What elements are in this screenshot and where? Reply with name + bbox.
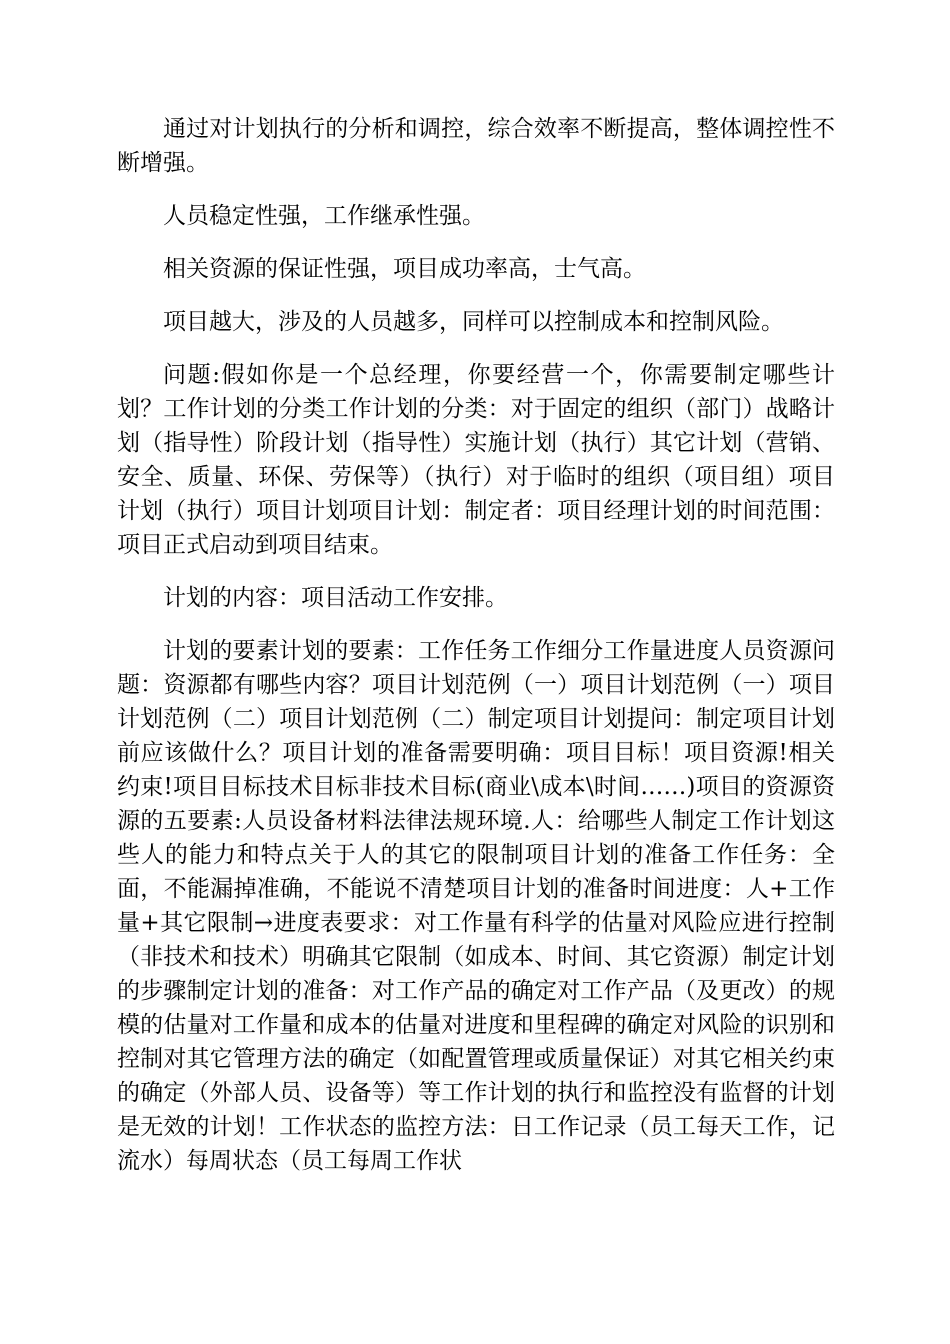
document-body [117, 112, 835, 1178]
paragraph-plan-classification: 问题:假如你是一个总经理，你要经营一个，你需要制定哪些计划？工作计划的分类工作计划的分类：对于固定的组织（部门）战略计划（指导性）阶段计划（指导性）实施计划（执行）其它计划（营销、安全、质量、环保、劳保等）（执行）对于临时的组织（项目组）项目计划（执行）项目计划项目计划：制定者：项目经理计划的时间范围：项目正式启动到项目结束。 [117, 362, 835, 558]
paragraph-project-scale: 项目越大，涉及的人员越多，同样可以控制成本和控制风险。 [163, 309, 784, 335]
paragraph-resource-guarantee: 相关资源的保证性强，项目成功率高，士气高。 [163, 256, 646, 282]
paragraph-plan-content: 计划的内容：项目活动工作安排。 [163, 585, 508, 611]
paragraph-efficiency: 通过对计划执行的分析和调控，综合效率不断提高，整体调控性不断增强。 [117, 116, 835, 176]
paragraph-staff-stability: 人员稳定性强，工作继承性强。 [163, 203, 485, 229]
paragraph-plan-elements: 计划的要素计划的要素：工作任务工作细分工作量进度人员资源问题：资源都有哪些内容？项目计划范例（一）项目计划范例（一）项目计划范例（二）项目计划范例（二）制定项目计划提问：制定项目计划前应该做什么？项目计划的准备需要明确：项目目标！项目资源!相关约束!项目目标技术目标非技术目标(商业\成本\时间……)项目的资源资源的五要素:人员设备材料法律法规环境.人：给哪些人制定工作计划这些人的能力和特点关于人的其它的限制项目计划的准备工作任务：全面，不能漏掉准确，不能说不清楚项目计划的准备时间进度：人+工作量+其它限制→进度表要求：对工作量有科学的估量对风险应进行控制（非技术和技术）明确其它限制（如成本、时间、其它资源）制定计划的步骤制定计划的准备：对工作产品的确定对工作产品（及更改）的规模的估量对工作量和成本的估量对进度和里程碑的确定对风险的识别和控制对其它管理方法的确定（如配置管理或质量保证）对其它相关约束的确定（外部人员、设备等）等工作计划的执行和监控没有监督的计划是无效的计划！工作状态的监控方法：日工作记录（员工每天工作，记流水）每周状态（员工每周工作状 [117, 638, 835, 1174]
